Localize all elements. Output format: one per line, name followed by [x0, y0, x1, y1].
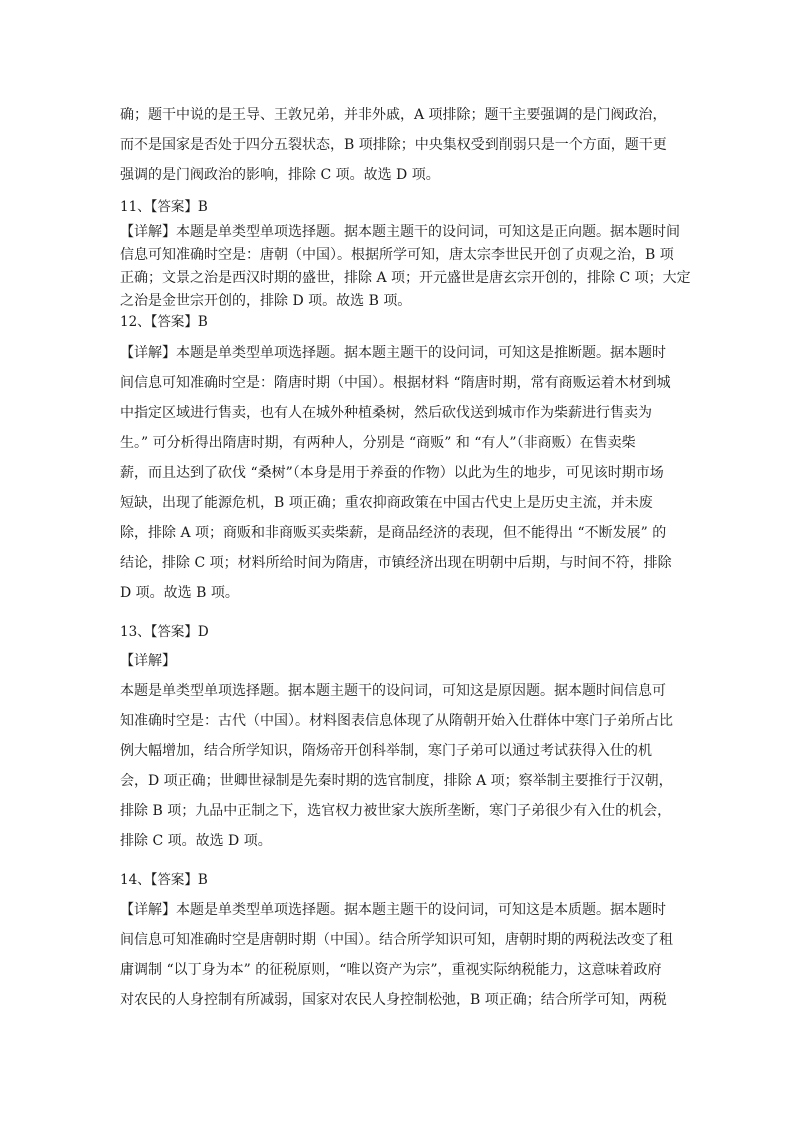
text-line: 生。” 可分析得出隋唐时期，有两种人，分别是 “商贩” 和 “有人”（非商贩）在售卖柴 — [120, 435, 636, 451]
text-line: 中指定区域进行售卖，也有人在城外种植桑树，然后砍伐送到城市作为柴薪进行售卖为 — [120, 405, 652, 421]
text-line: 而不是国家是否处于四分五裂状态，B 项排除；中央集权受到削弱只是一个方面，题干更 — [120, 137, 667, 153]
text-line: 信息可知准确时空是：唐朝（中国）。根据所学可知，唐太宗李世民开创了贞观之治，B 项 — [120, 247, 674, 263]
text-line: 短缺，出现了能源危机，B 项正确；重农抑商政策在中国古代史上是历史主流，并未废 — [120, 495, 653, 511]
answer-label: 14、【答案】B — [120, 872, 208, 888]
text-line: 【详解】本题是单类型单项选择题。据本题主题干的设问词，可知这是正向题。据本题时间 — [120, 224, 680, 240]
text-line: 【详解】本题是单类型单项选择题。据本题主题干的设问词，可知这是本质题。据本题时 — [120, 902, 666, 918]
text-line: 除，排除 A 项；商贩和非商贩买卖柴薪，是商品经济的表现，但不能得出 “不断发展” 的 — [120, 525, 667, 541]
text-line: 排除 B 项；九品中正制之下，选官权力被世家大族所垄断，寒门子弟很少有入仕的机会， — [120, 803, 672, 819]
text-line: 间信息可知准确时空是：隋唐时期（中国）。根据材料 “隋唐时期，常有商贩运着木材到城 — [120, 375, 671, 391]
answer-label: 12、【答案】B — [120, 314, 208, 330]
answer-label: 11、【答案】B — [120, 199, 208, 215]
explanation-q12 — [120, 338, 676, 608]
explanation-q11 — [120, 221, 691, 313]
text-line: 例大幅增加，结合所学知识，隋炀帝开创科举制，寒门子弟可以通过考试获得入仕的机 — [120, 743, 652, 759]
text-line: 本题是单类型单项选择题。据本题主题干的设问词，可知这是原因题。据本题时间信息可 — [120, 683, 666, 699]
text-line: D 项。故选 B 项。 — [120, 585, 239, 601]
text-line: 间信息可知准确时空是唐朝时期（中国）。结合所学知识可知，唐朝时期的两税法改变了租 — [120, 932, 673, 948]
text-line: 确；题干中说的是王导、王敦兄弟，并非外戚，A 项排除；题干主要强调的是门阀政治， — [120, 107, 667, 123]
text-line: 结论，排除 C 项；材料所给时间为隋唐，市镇经济出现在明朝中后期，与时间不符，排除 — [120, 555, 672, 571]
text-line: 对农民的人身控制有所减弱，国家对农民人身控制松弛，B 项正确；结合所学可知，两税 — [120, 992, 667, 1008]
text-line: 正确；文景之治是西汉时期的盛世，排除 A 项；开元盛世是唐玄宗开创的，排除 C 项；大定 — [120, 270, 691, 286]
explanation-q13 — [120, 646, 676, 856]
text-line: 庸调制 “以丁身为本” 的征税原则，“唯以资产为宗”，重视实际纳税能力，这意味着政府 — [120, 962, 662, 978]
text-line: 知准确时空是：古代（中国）。材料图表信息体现了从隋朝开始入仕群体中寒门子弟所占比 — [120, 713, 673, 729]
explanation-q14 — [120, 895, 676, 1015]
text-line: 之治是金世宗开创的，排除 D 项。故选 B 项。 — [120, 293, 412, 309]
detail-label: 【详解】 — [120, 653, 176, 669]
text-line: 会，D 项正确；世卿世禄制是先秦时期的选官制度，排除 A 项；察举制主要推行于汉朝， — [120, 773, 673, 789]
answer-heading-q11 — [120, 197, 676, 217]
text-line: 【详解】本题是单类型单项选择题。据本题主题干的设问词，可知这是推断题。据本题时 — [120, 345, 666, 361]
paragraph-q10-continuation — [120, 100, 676, 190]
text-line: 强调的是门阀政治的影响，排除 C 项。故选 D 项。 — [120, 167, 440, 183]
answer-heading-q12 — [120, 312, 676, 332]
answer-label: 13、【答案】D — [120, 624, 209, 640]
text-line: 薪，而且达到了砍伐 “桑树”（本身是用于养蚕的作物）以此为生的地步，可见该时期市场 — [120, 465, 664, 481]
answer-heading-q13 — [120, 622, 676, 642]
answer-heading-q14 — [120, 870, 676, 890]
text-line: 排除 C 项。故选 D 项。 — [120, 833, 272, 849]
